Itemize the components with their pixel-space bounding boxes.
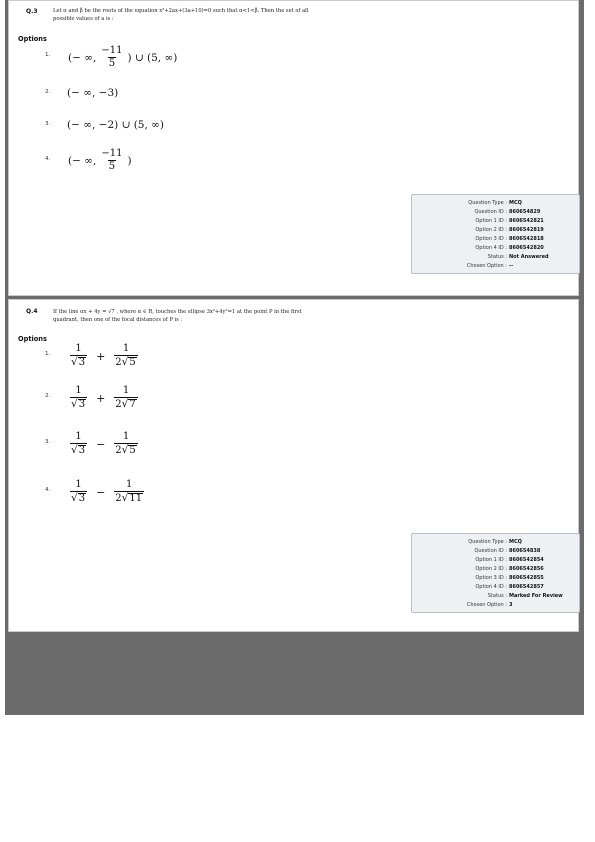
question-type: MCQ — [509, 199, 522, 206]
option-number: 3. — [45, 439, 51, 445]
options-heading: Options — [18, 335, 47, 343]
question-panel-q4 — [8, 299, 579, 632]
question-text: If the line αx + 4y = √7 , where α ∈ R, touches the ellipse 3x²+4y²=1 at the point P in the first quadrant, then one of the focal distances of P is : — [53, 309, 302, 323]
question-number: Q.4 — [26, 308, 38, 315]
option-number: 2. — [45, 393, 51, 399]
option-number: 4. — [45, 487, 51, 493]
question-number: Q.3 — [26, 8, 38, 15]
question-text: Let α and β be the roots of the equation x²+2ax+(3a+10)=0 such that α<1<β. Then the set of all possible values of a is : — [53, 8, 309, 22]
option-expression: 1 √ 3 + 1 2 √ 5 — [71, 343, 136, 368]
status: Marked For Review — [509, 592, 563, 599]
option-4-id: 8606542820 — [509, 244, 544, 251]
option-expression: 1 √ 3 − 1 2 √ 11 — [71, 479, 143, 504]
question-info-box: Question Type : MCQ Question ID : 860654829 Option 1 ID : 8606542821 Option 2 ID : 8606542819 Option 3 ID : 8606542818 Option 4 ID : 8606542820 Status : Not Answered Chosen Option : -- — [411, 194, 580, 274]
fraction: $\frac{-11}{5}$ — [101, 45, 123, 69]
option-2-id: 8606542819 — [509, 226, 544, 233]
option-3-id: 8606542855 — [509, 574, 544, 581]
option-4-id: 8606542857 — [509, 583, 544, 590]
option-expression: (− ∞, −2) ∪ (5, ∞) — [67, 119, 164, 131]
option-number: 1. — [45, 52, 51, 58]
option-number: 3. — [45, 121, 51, 127]
option-number: 1. — [45, 351, 51, 357]
options-heading: Options — [18, 35, 47, 43]
status: Not Answered — [509, 253, 549, 260]
question-info-box: Question Type : MCQ Question ID : 860654838 Option 1 ID : 8606542854 Option 2 ID : 8606542856 Option 3 ID : 8606542855 Option 4 ID : 8606542857 Status : Marked For Review Chosen Option : 3 — [411, 533, 580, 613]
option-expression: 1 √ 3 − 1 2 √ 5 — [71, 431, 136, 456]
question-id: 860654829 — [509, 208, 541, 215]
chosen-option: -- — [509, 262, 514, 269]
option-expression: (− ∞, $\frac{-11}{5}$ ) — [68, 148, 132, 172]
option-expression: (− ∞, −3) — [67, 87, 119, 99]
option-expression: 1 √ 3 + 1 2 √ 7 — [71, 385, 136, 410]
option-1-id: 8606542821 — [509, 217, 544, 224]
option-number: 2. — [45, 89, 51, 95]
question-type: MCQ — [509, 538, 522, 545]
option-2-id: 8606542856 — [509, 565, 544, 572]
response-sheet — [5, 0, 584, 715]
option-expression: (− ∞, $\frac{-11}{5}$ ) ∪ (5, ∞) — [68, 45, 178, 69]
question-panel-q3 — [8, 0, 579, 296]
question-id: 860654838 — [509, 547, 541, 554]
option-number: 4. — [45, 156, 51, 162]
chosen-option: 3 — [509, 601, 513, 608]
option-1-id: 8606542854 — [509, 556, 544, 563]
option-3-id: 8606542818 — [509, 235, 544, 242]
fraction: $\frac{-11}{5}$ — [101, 148, 123, 172]
